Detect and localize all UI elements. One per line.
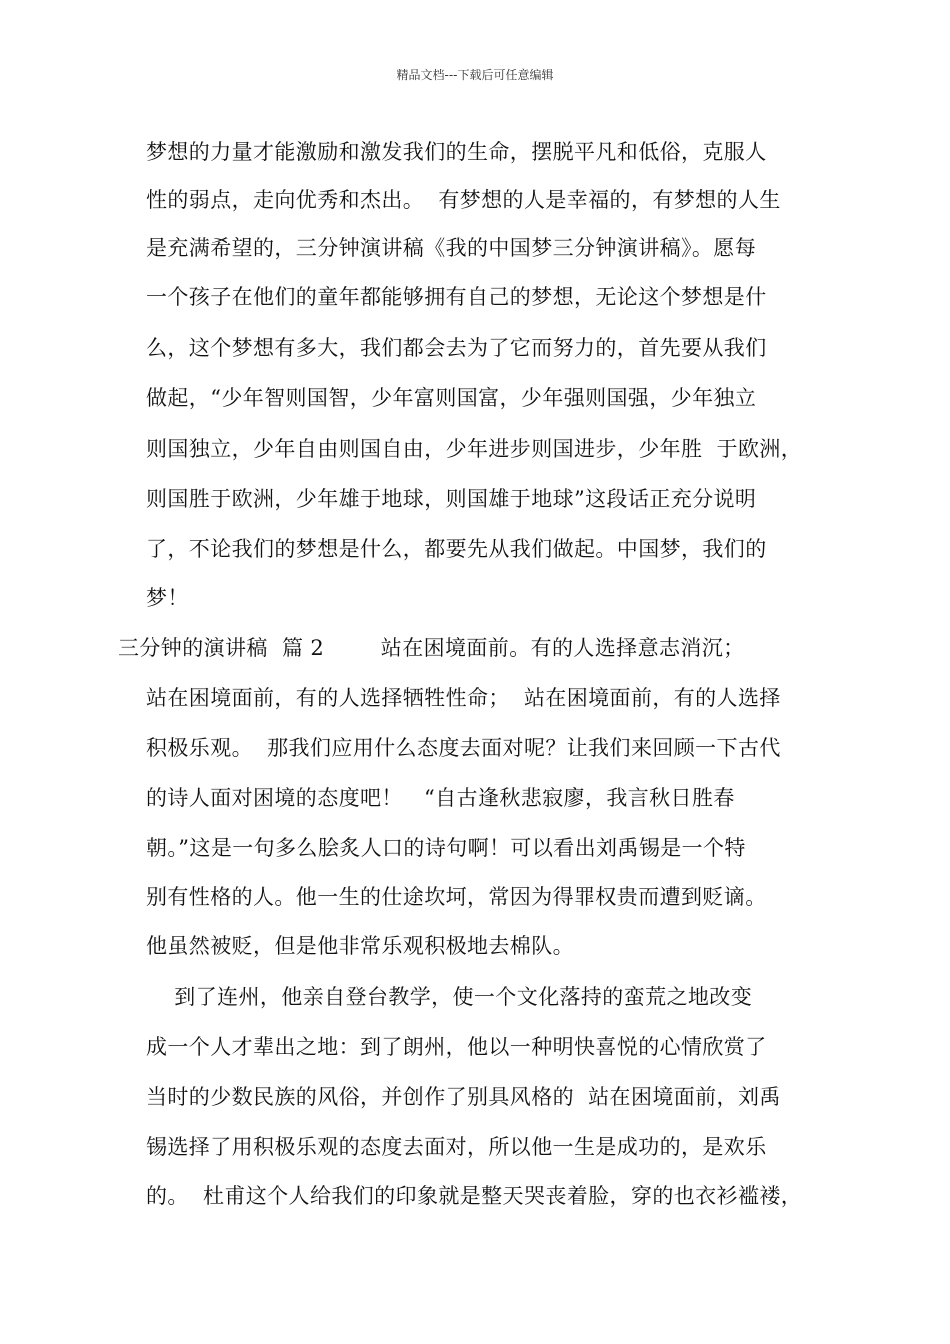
text-line: 成一个人才辈出之地：到了朗州，他以一种明快喜悦的心情欣赏了 [146,1035,767,1059]
text-line: 的。 杜甫这个人给我们的印象就是整天哭丧着脸，穿的也衣衫褴褛， [146,1184,803,1208]
text-line: 么，这个梦想有多大，我们都会去为了它而努力的，首先要从我们 [146,336,767,360]
text-line: 他虽然被贬，但是他非常乐观积极地去棉队。 [146,934,574,958]
text-line: 的诗人面对困境的态度吧！ “自古逢秋悲寂廖，我言秋日胜春 [146,786,735,810]
text-line: 朝。”这是一句多么脍炙人口的诗句啊！可以看出刘禹锡是一个特 [146,836,746,860]
page-header: 精品文档---下载后可任意编辑 [396,68,554,82]
text-line: 梦想的力量才能激励和激发我们的生命，摆脱平凡和低俗，克服人 [146,140,767,164]
text-line: 到了连州，他亲自登台教学，使一个文化落持的蛮荒之地改变 [146,985,753,1009]
text-line: 做起，“少年智则国智，少年富则国富，少年强则国强，少年独立 [146,386,757,410]
text-line: 站在困境面前，有的人选择牺牲性命； 站在困境面前，有的人选择 [146,686,781,710]
text-line: 别有性格的人。他一生的仕途坎坷，常因为得罪权贵而遭到贬谪。 [146,885,767,909]
text-line: 则国胜于欧洲，少年雄于地球，则国雄于地球”这段话正充分说明 [146,487,757,511]
text-line: 性的弱点，走向优秀和杰出。 有梦想的人是幸福的，有梦想的人生 [146,188,781,212]
section-heading-line: 三分钟的演讲稿 篇 2 站在困境面前。有的人选择意志消沉； [118,636,745,660]
text-line: 锡选择了用积极乐观的态度去面对，所以他一生是成功的，是欢乐 [146,1135,767,1159]
text-line: 了，不论我们的梦想是什么，都要先从我们做起。中国梦，我们的 [146,537,767,561]
text-line: 积极乐观。 那我们应用什么态度去面对呢？让我们来回顾一下古代 [146,736,781,760]
text-line: 则国独立，少年自由则国自由，少年进步则国进步，少年胜 于欧洲， [146,437,803,461]
text-line: 梦！ [146,586,189,610]
text-line: 当时的少数民族的风俗，并创作了别具风格的 站在困境面前，刘禹 [146,1085,781,1109]
text-line: 是充满希望的，三分钟演讲稿《我的中国梦三分钟演讲稿》。愿每 [146,236,757,260]
text-line: 一个孩子在他们的童年都能够拥有自己的梦想，无论这个梦想是什 [146,285,767,309]
